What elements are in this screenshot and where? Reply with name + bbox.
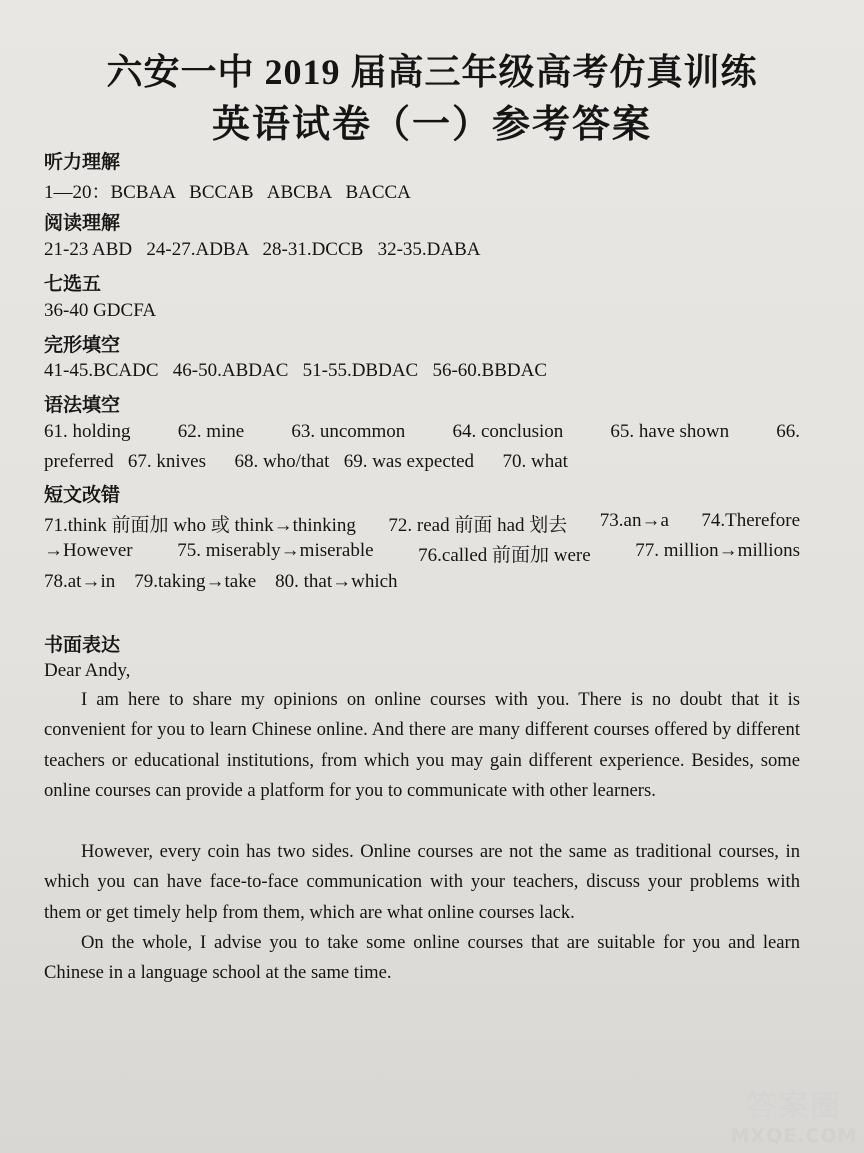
grammar-answers-line-2: preferred 67. knives 68. who/that 69. was expected 70. what <box>44 451 568 472</box>
reading-answers: 21-23 ABD 24-27.ADBA 28-31.DCCB 32-35.DABA <box>44 239 481 260</box>
correction-line-3: 78.at→in 79.taking→take 80. that→which <box>44 571 398 592</box>
grammar-answers-line-1 <box>44 421 800 443</box>
listening-answers: 1—20：BCBAA BCCAB ABCBA BACCA <box>44 182 411 203</box>
grammar-answer: 65. have shown <box>610 421 730 442</box>
seven-choose-five-answers: 36-40 GDCFA <box>44 300 157 321</box>
cloze-answers: 41-45.BCADC 46-50.ABDAC 51-55.DBDAC 56-60.BBDAC <box>44 360 547 381</box>
correction-item: 74.Therefore <box>701 510 800 531</box>
writing-heading: 书面表达 <box>44 634 121 656</box>
watermark-logo <box>730 1081 858 1147</box>
cloze-heading: 完形填空 <box>44 334 121 356</box>
seven-choose-five-heading: 七选五 <box>44 273 102 295</box>
listening-heading: 听力理解 <box>44 151 121 173</box>
title-line-2: 英语试卷（一）参考答案 <box>211 104 652 146</box>
title-line-1: 六安一中 2019 届高三年级高考仿真训练 <box>106 52 758 92</box>
correction-item: 73.an→a <box>599 510 669 531</box>
correction-item: 71.think 前面加 who 或 think→thinking <box>44 515 356 536</box>
grammar-answer: 61. holding <box>44 421 131 442</box>
reading-heading: 阅读理解 <box>44 212 121 234</box>
grammar-answer: 62. mine <box>177 421 245 442</box>
writing-paragraph-3: On the whole, I advise you to take some online courses that are suitable for you and learn Chinese in a language school at the same time. <box>44 932 800 984</box>
writing-paragraph-2: However, every coin has two sides. Online courses are not the same as traditional courses, in which you can have face-to-face communication with your teachers, discuss your problems with them or get timely help from them, which are what online courses lack. <box>44 841 800 923</box>
correction-item: 76.called 前面加 were <box>418 545 591 566</box>
grammar-answer: 64. conclusion <box>452 421 564 442</box>
writing-paragraph-1: I am here to share my opinions on online courses with you. There is no doubt that it is convenient for you to learn Chinese online. And there are many different courses offered by different teachers or educational institutions, from which you may gain different experience. Besides, some online courses can provide a platform for you to communicate with other learners. <box>44 689 800 801</box>
writing-salutation: Dear Andy, <box>44 660 131 681</box>
grammar-heading: 语法填空 <box>44 394 121 416</box>
grammar-answer: 66. <box>776 421 800 442</box>
grammar-answer: 63. uncommon <box>291 421 406 442</box>
correction-item: 75. miserably→miserable <box>177 540 374 561</box>
correction-line-1 <box>44 510 800 537</box>
watermark-cn-text: 答案圈 <box>746 1089 842 1124</box>
correction-item: →However <box>44 540 133 561</box>
correction-item: 77. million→millions <box>635 540 800 561</box>
correction-line-2 <box>44 540 800 567</box>
correction-heading: 短文改错 <box>44 484 121 506</box>
correction-item: 72. read 前面 had 划去 <box>388 515 568 536</box>
watermark-url-text: MXQE.COM <box>730 1125 858 1147</box>
